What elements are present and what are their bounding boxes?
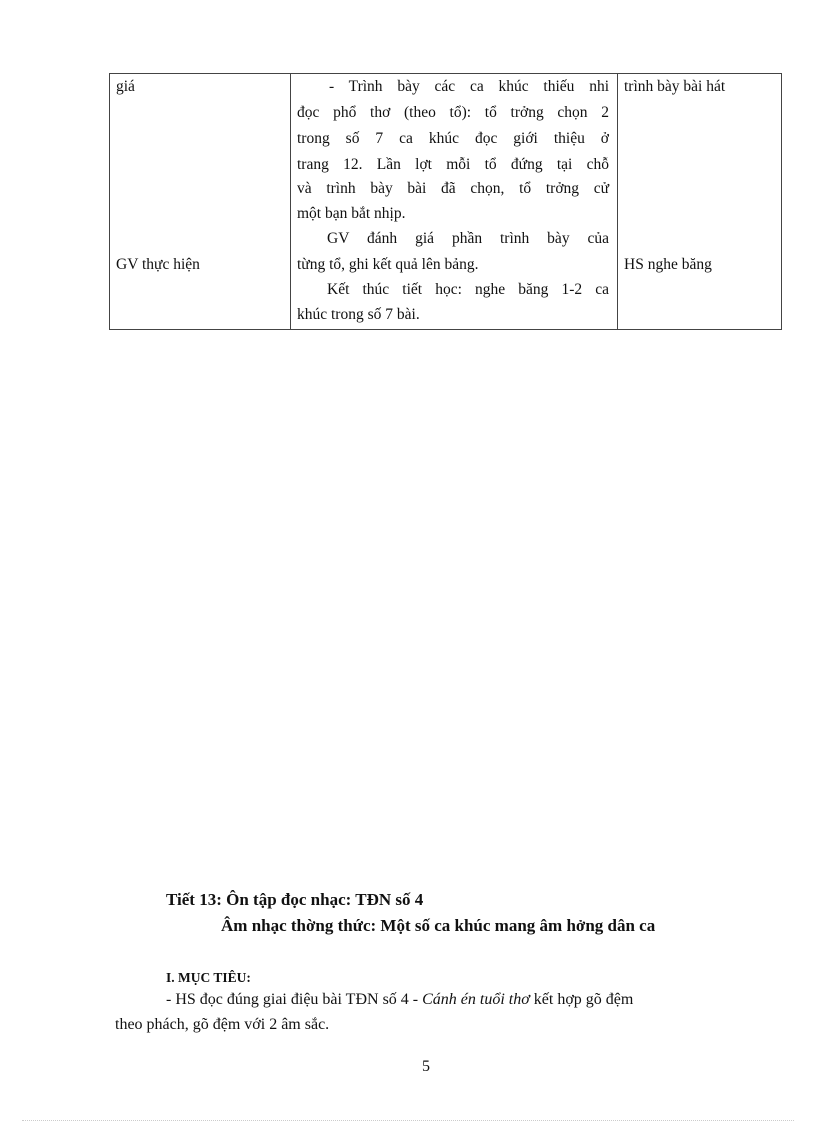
lesson-title-line2: Âm nhạc thờng thức: Một số ca khúc mang âm hởng dân ca	[221, 916, 656, 935]
content-line: trang 12. Lần lợt mỗi tổ đứng tại chỗ	[297, 156, 609, 173]
content-line: từng tổ, ghi kết quả lên bảng.	[297, 256, 479, 273]
content-line: GV đánh giá phần trình bày của	[327, 230, 609, 247]
objective-suffix: kết hợp gõ đệm	[529, 991, 634, 1008]
content-line: Kết thúc tiết học: nghe băng 1-2 ca	[327, 281, 609, 298]
content-line: một bạn bắt nhịp.	[297, 205, 406, 222]
content-line: và trình bày bài đã chọn, tổ trởng cử	[297, 180, 609, 197]
student-activity-top-text: trình bày bài hát	[624, 78, 726, 95]
objective-prefix: - HS đọc đúng giai điệu bài TĐN số 4 -	[166, 991, 423, 1008]
table-row	[110, 74, 782, 330]
lesson-title-line1: Tiết 13: Ôn tập đọc nhạc: TĐN số 4	[166, 890, 424, 909]
content-line: trong số 7 ca khúc đọc giới thiệu ở	[297, 130, 609, 147]
content-cell	[291, 74, 618, 330]
student-activity-bottom-text: HS nghe băng	[624, 256, 712, 273]
teacher-activity-cell	[110, 74, 291, 330]
objectives-heading: I. MỤC TIÊU:	[166, 970, 251, 985]
teacher-activity-bottom-text: GV thực hiện	[116, 256, 200, 273]
lesson-activity-table	[109, 73, 782, 330]
objective-song-title: Cánh én tuổi thơ	[422, 991, 530, 1008]
content-line: khúc trong số 7 bài.	[297, 306, 420, 323]
content-line: - Trình bày các ca khúc thiếu nhi	[329, 78, 609, 95]
objective-line1	[166, 991, 633, 1009]
page-bottom-rule	[22, 1120, 794, 1121]
objective-line2: theo phách, gõ đệm với 2 âm sắc.	[115, 1016, 330, 1033]
student-activity-cell	[618, 74, 782, 330]
teacher-activity-top-text: giá	[116, 78, 135, 95]
page-number: 5	[422, 1058, 430, 1075]
content-line: đọc phổ thơ (theo tổ): tổ trởng chọn 2	[297, 104, 609, 121]
